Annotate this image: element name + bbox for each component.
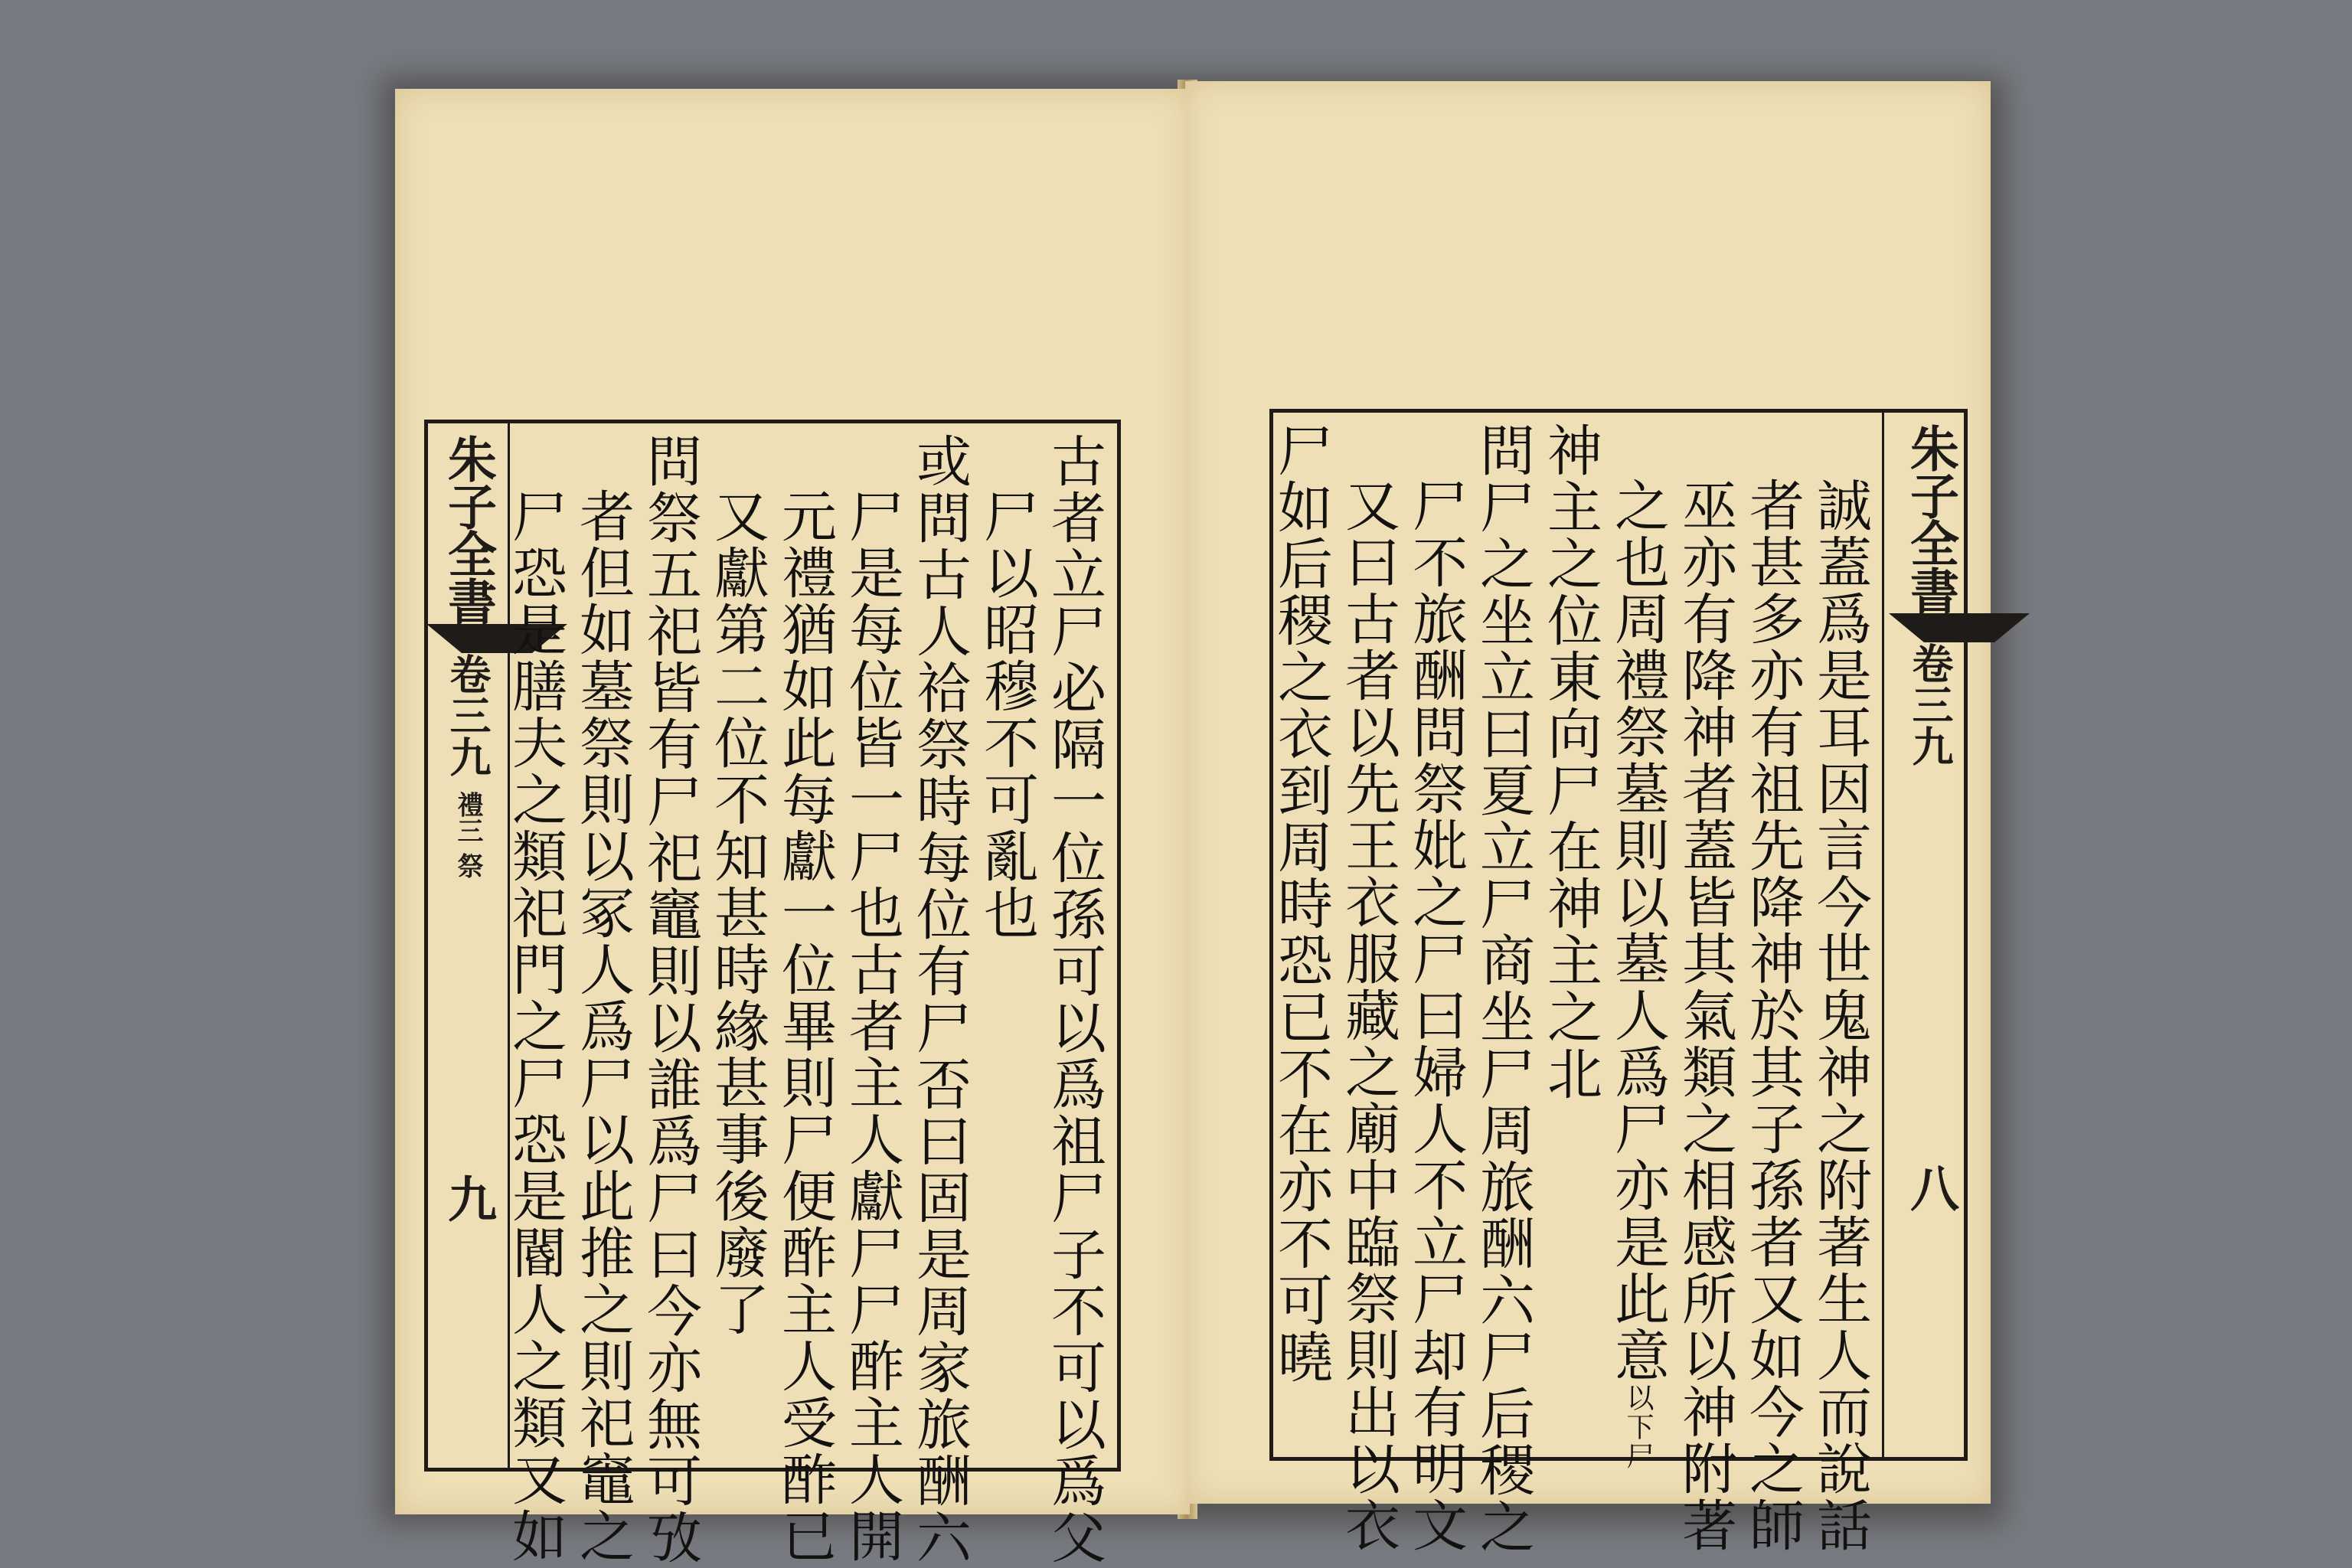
small-note: 以下尸 xyxy=(1622,1383,1654,1471)
left-page-center-strip xyxy=(422,423,510,1468)
text-column: 尸是每位皆一尸也古者主人獻尸尸酢主人開 xyxy=(840,488,904,1564)
text-column: 巫亦有降神者蓋皆其氣類之相感所以神附著 xyxy=(1673,477,1737,1553)
page-number: 九 xyxy=(439,1174,497,1223)
right-page-text xyxy=(1269,422,1873,1555)
text-column: 問尸之坐立曰夏立尸商坐尸周旅酬六尸后稷之 xyxy=(1471,422,1535,1555)
text-column: 問祭五祀皆有尸祀竈則以誰爲尸曰今亦無可攷 xyxy=(638,433,702,1566)
fish-tail-mark xyxy=(1889,613,2030,642)
text-column: 者甚多亦有祖先降神於其子孫者又如今之師 xyxy=(1740,477,1805,1553)
juan-label: 卷三九 禮三 祭 xyxy=(443,653,492,879)
text-column: 尸如后稷之衣到周時恐已不在亦不可曉 xyxy=(1269,422,1333,1385)
text-column: 神主之位東向尸在神主之北 xyxy=(1538,422,1602,1102)
text-column: 或問古人祫祭時每位有尸否曰固是周家旅酬六 xyxy=(907,433,972,1566)
running-title: 朱子全書 xyxy=(439,434,497,624)
text-column: 者但如墓祭則以冢人爲尸以此推之則祀竈之 xyxy=(570,488,635,1564)
text-column: 尸恐是膳夫之類祀門之尸恐是閽人之類又如 xyxy=(503,488,567,1564)
text-column: 古者立尸必隔一位孫可以爲祖尸子不可以爲父 xyxy=(1042,433,1106,1566)
left-page xyxy=(395,89,1190,1566)
left-page-text xyxy=(503,433,1108,1566)
left-page-frame xyxy=(424,420,1121,1566)
text-column: 又曰古者以先王衣服藏之廟中臨祭則出以衣 xyxy=(1336,477,1400,1553)
text-column: 尸不旅酬問祭妣之尸曰婦人不立尸却有明文 xyxy=(1403,477,1468,1553)
text-column: 又獻第二位不知甚時緣甚事後廢了 xyxy=(705,488,769,1338)
right-page-frame xyxy=(1269,409,1968,1555)
juan-label: 卷三九 xyxy=(1906,642,1955,766)
text-column: 誠蓋爲是耳因言今世鬼神之附著生人而說話 xyxy=(1808,477,1872,1553)
text-column: 元禮猶如此每獻一位畢則尸便酢主人受酢已 xyxy=(773,488,837,1564)
text-column: 之也周禮祭墓則以墓人爲尸亦是此意以下尸 xyxy=(1606,477,1670,1471)
running-title: 朱子全書 xyxy=(1902,423,1959,613)
text-column: 尸以昭穆不可亂也 xyxy=(975,488,1039,941)
right-page-center-strip xyxy=(1882,413,1970,1457)
page-number: 八 xyxy=(1902,1163,1959,1212)
right-page xyxy=(1185,81,1991,1555)
